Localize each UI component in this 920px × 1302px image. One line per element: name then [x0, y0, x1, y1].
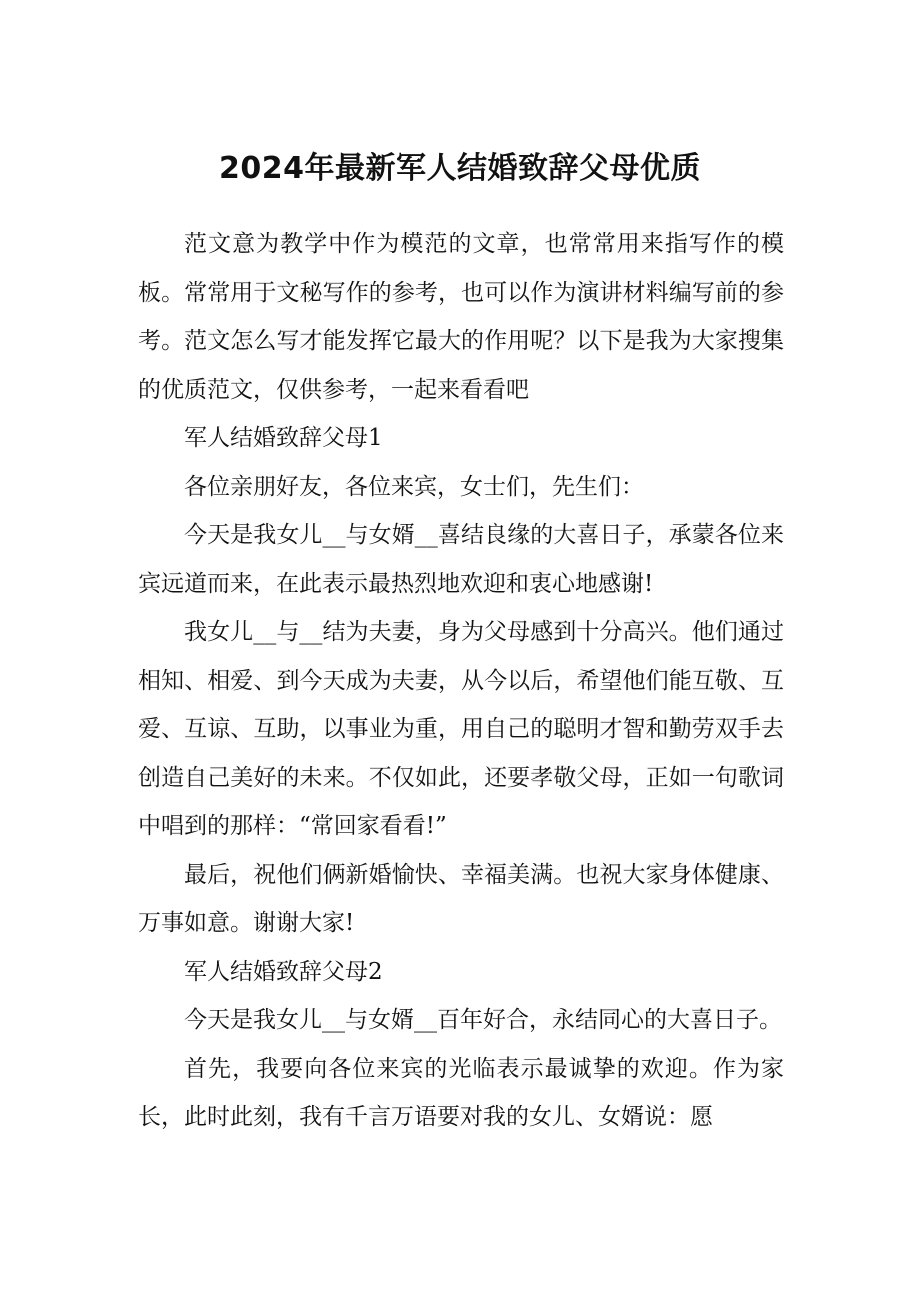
- body-paragraph: 最后，祝他们俩新婚愉快、幸福美满。也祝大家身体健康、万事如意。谢谢大家!: [138, 861, 784, 936]
- body-paragraph: 今天是我女儿__与女婿__百年好合，永结同心的大喜日子。: [184, 1007, 782, 1033]
- section-heading-1: 军人结婚致辞父母1: [184, 425, 383, 451]
- intro-paragraph: 范文意为教学中作为模范的文章，也常常用来指写作的模板。常常用于文秘写作的参考，也可以作为演讲材料编写前的参考。范文怎么写才能发挥它最大的作用呢？以下是我为大家搜集的优质范文，仅供参考，一起来看看吧: [138, 231, 784, 403]
- document-body: [138, 220, 784, 1142]
- body-paragraph: 今天是我女儿__与女婿__喜结良缘的大喜日子，承蒙各位来宾远道而来，在此表示最热烈地欢迎和衷心地感谢!: [138, 522, 784, 597]
- body-paragraph: 首先，我要向各位来宾的光临表示最诚挚的欢迎。作为家长，此时此刻，我有千言万语要对我的女儿、女婿说：愿: [138, 1055, 784, 1130]
- body-paragraph: 我女儿__与__结为夫妻，身为父母感到十分高兴。他们通过相知、相爱、到今天成为夫妻，从今以后，希望他们能互敬、互爱、互谅、互助，以事业为重，用自己的聪明才智和勤劳双手去创造自己美好的未来。不仅如此，还要孝敬父母，正如一句歌词中唱到的那样：“常回家看看!”: [138, 619, 784, 839]
- document-title: 2024年最新军人结婚致辞父母优质: [219, 151, 701, 186]
- section-heading-2: 军人结婚致辞父母2: [184, 958, 383, 985]
- greeting-paragraph: 各位亲朋好友，各位来宾，女士们，先生们：: [184, 473, 644, 500]
